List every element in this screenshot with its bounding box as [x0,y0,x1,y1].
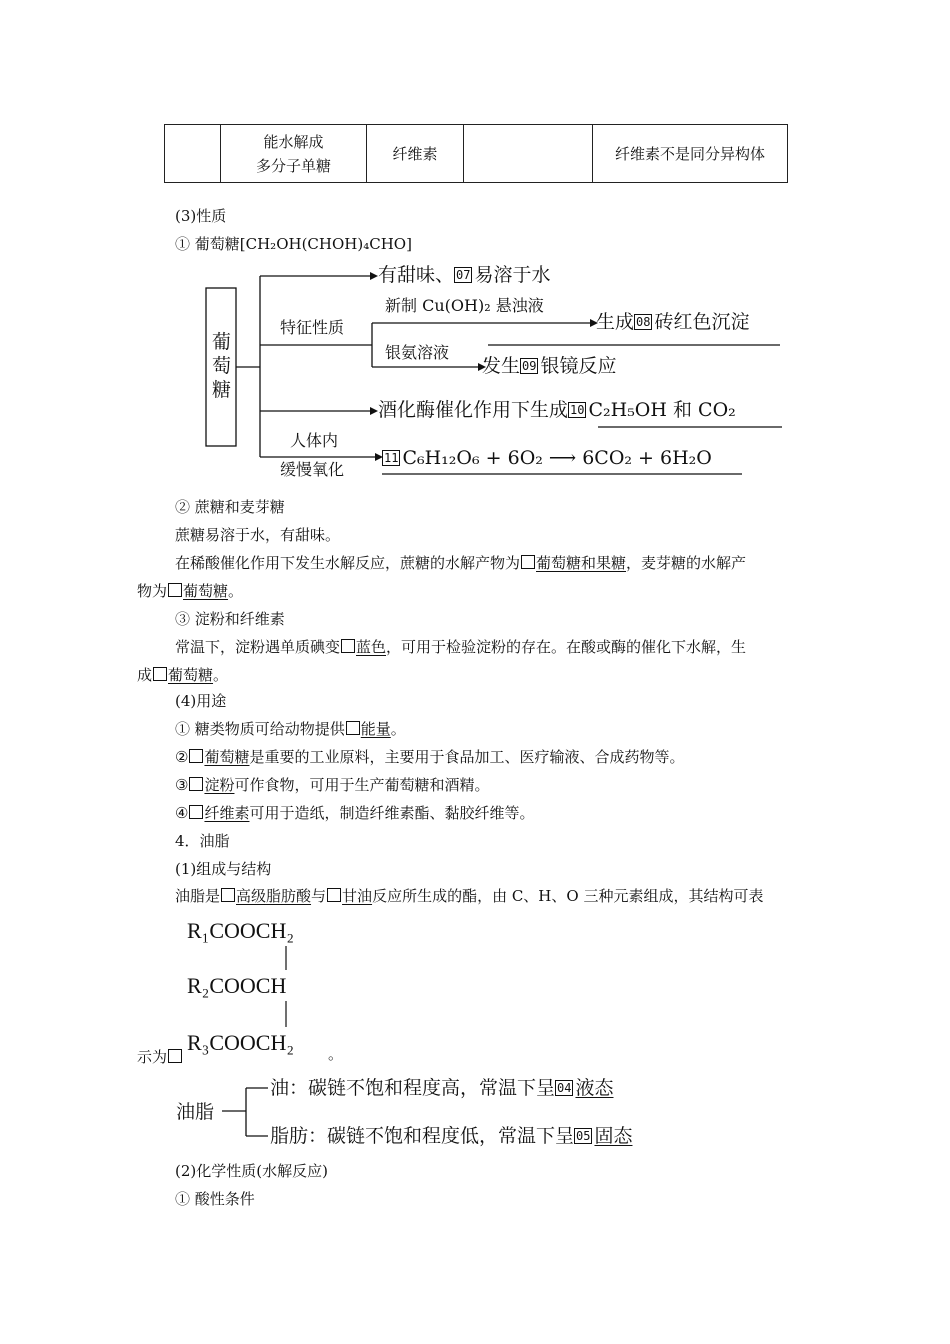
answer-number: 09 [522,359,537,373]
body-label-1: 人体内 [290,431,339,450]
text: 。 [228,582,244,600]
glucose-diagram [0,0,950,500]
result-text: 生成 [596,311,635,333]
text: ④ [175,804,189,822]
branch-text: 脂肪：碳链不饱和程度低，常温下呈 [270,1125,575,1147]
answer-text: 能量 [360,720,391,738]
text: 与 [311,887,327,905]
answer-text: 固态 [594,1125,633,1147]
fats-heading: 4．油脂 [175,832,230,850]
section-heading: (3)性质 [175,207,227,225]
oxidation-equation [382,447,712,469]
body-label-2: 缓慢氧化 [280,460,345,479]
diagram-root: 葡萄糖 [212,331,232,401]
fats-p1 [175,886,763,906]
use-item-2 [175,747,684,767]
text: 油脂是 [175,887,221,905]
classification-root: 油脂 [176,1101,215,1123]
answer-number: 07 [456,268,471,282]
fats-sub2: (2)化学性质(水解反应) [175,1162,328,1180]
branch-text: 油：碳链不饱和程度高，常温下呈 [270,1077,556,1099]
table-cell: 纤维素不是同分异构体 [593,125,788,183]
feature-label: 特征性质 [280,318,345,337]
answer-number: 04 [557,1081,572,1095]
sucrose-title: ② 蔗糖和麦芽糖 [175,498,285,516]
sucrose-p3 [137,581,243,601]
branch-taste [378,264,550,286]
text: ，可用于检验淀粉的存在。在酸或酶的催化下水解，生 [386,638,747,656]
use-item-4 [175,803,534,823]
blank-box [168,1049,182,1063]
answer-text: 葡萄糖 [168,666,214,684]
answer-number: 10 [570,403,585,417]
answer-text: 蓝色 [356,638,387,656]
blank-box [346,721,360,735]
sucrose-p1: 蔗糖易溶于水，有甜味。 [175,526,341,544]
diagram-lines [0,0,950,500]
text: 物为 [137,582,168,600]
fats-p2-end: 。 [328,1045,344,1063]
answer-text: 高级脂肪酸 [236,887,312,905]
table-cell: 纤维素 [367,125,464,183]
blank-box [521,555,535,569]
blank-box [341,639,355,653]
branch-text: 有甜味、 [378,264,455,286]
answer-number: 11 [384,451,399,465]
answer-text: 甘油 [342,887,373,905]
answer-text: C₆H₁₂O₆ + 6O₂ ⟶ 6CO₂ + 6H₂O [402,447,712,469]
blank-box [168,583,182,597]
uses-heading: (4)用途 [175,692,227,710]
blank-box [189,777,203,791]
text: 。 [213,666,229,684]
result-text: 发生 [482,355,521,377]
cu-reagent: 新制 Cu(OH)₂ 悬浊液 [385,296,544,315]
text: 反应所生成的酯，由 C、H、O 三种元素组成，其结构可表 [372,887,764,905]
text: 是重要的工业原料，主要用于食品加工、医疗输液、合成药物等。 [249,748,685,766]
use-item-1 [175,719,406,739]
cu-result [596,311,749,333]
starch-p2 [137,665,228,685]
text: ② [175,748,189,766]
text: ，麦芽糖的水解产 [626,554,747,572]
oil-branch [270,1077,613,1099]
acid-condition: ① 酸性条件 [175,1190,255,1208]
fats-sub1: (1)组成与结构 [175,860,272,878]
cell-line: 能水解成 [263,132,324,151]
text: 示为 [137,1048,168,1066]
formula-line-3: R₃COOCH₂ [187,1030,295,1055]
answer-text: 易溶于水 [474,264,551,286]
answer-text: C₂H₅OH 和 CO₂ [588,399,736,421]
branch-text: 酒化酶催化作用下生成 [378,399,569,421]
blank-box [221,888,235,902]
answer-text: 砖红色沉淀 [654,311,750,333]
text: 成 [137,666,153,684]
answer-text: 淀粉 [204,776,235,794]
formula-line-2: R₂COOCH [187,973,287,998]
answer-text: 纤维素 [204,804,250,822]
blank-box [327,888,341,902]
text: 可作食物，可用于生产葡萄糖和酒精。 [234,776,490,794]
answer-number: 05 [576,1129,591,1143]
answer-text: 银镜反应 [540,355,617,377]
blank-box [153,667,167,681]
fermentation [378,399,736,421]
answer-text: 液态 [575,1077,614,1099]
cell-line: 多分子单糖 [255,156,331,175]
blank-box [189,805,203,819]
text: 常温下，淀粉遇单质碘变 [175,638,341,656]
answer-text: 葡萄糖 [183,582,229,600]
starch-title: ③ 淀粉和纤维素 [175,610,285,628]
ag-reagent: 银氨溶液 [385,343,450,362]
answer-text: 葡萄糖 [204,748,250,766]
use-item-3 [175,775,489,795]
text: 。 [390,720,406,738]
answer-text: 葡萄糖和果糖 [536,554,627,572]
answer-number: 08 [636,315,651,329]
text: 可用于造纸，制造纤维素酯、黏胶纤维等。 [249,804,535,822]
sucrose-p2 [175,553,746,573]
fats-p2 [137,1047,183,1067]
text: ① 糖类物质可给动物提供 [175,720,345,738]
formula-line-1: R₁COOCH₂ [187,918,295,943]
glucose-title: ① 葡萄糖[CH₂OH(CHOH)₄CHO] [175,235,412,253]
starch-p1 [175,637,746,657]
blank-box [189,749,203,763]
fat-branch [270,1125,632,1147]
text: 在稀酸催化作用下发生水解反应，蔗糖的水解产物为 [175,554,521,572]
ag-result [482,355,616,377]
text: ③ [175,776,189,794]
